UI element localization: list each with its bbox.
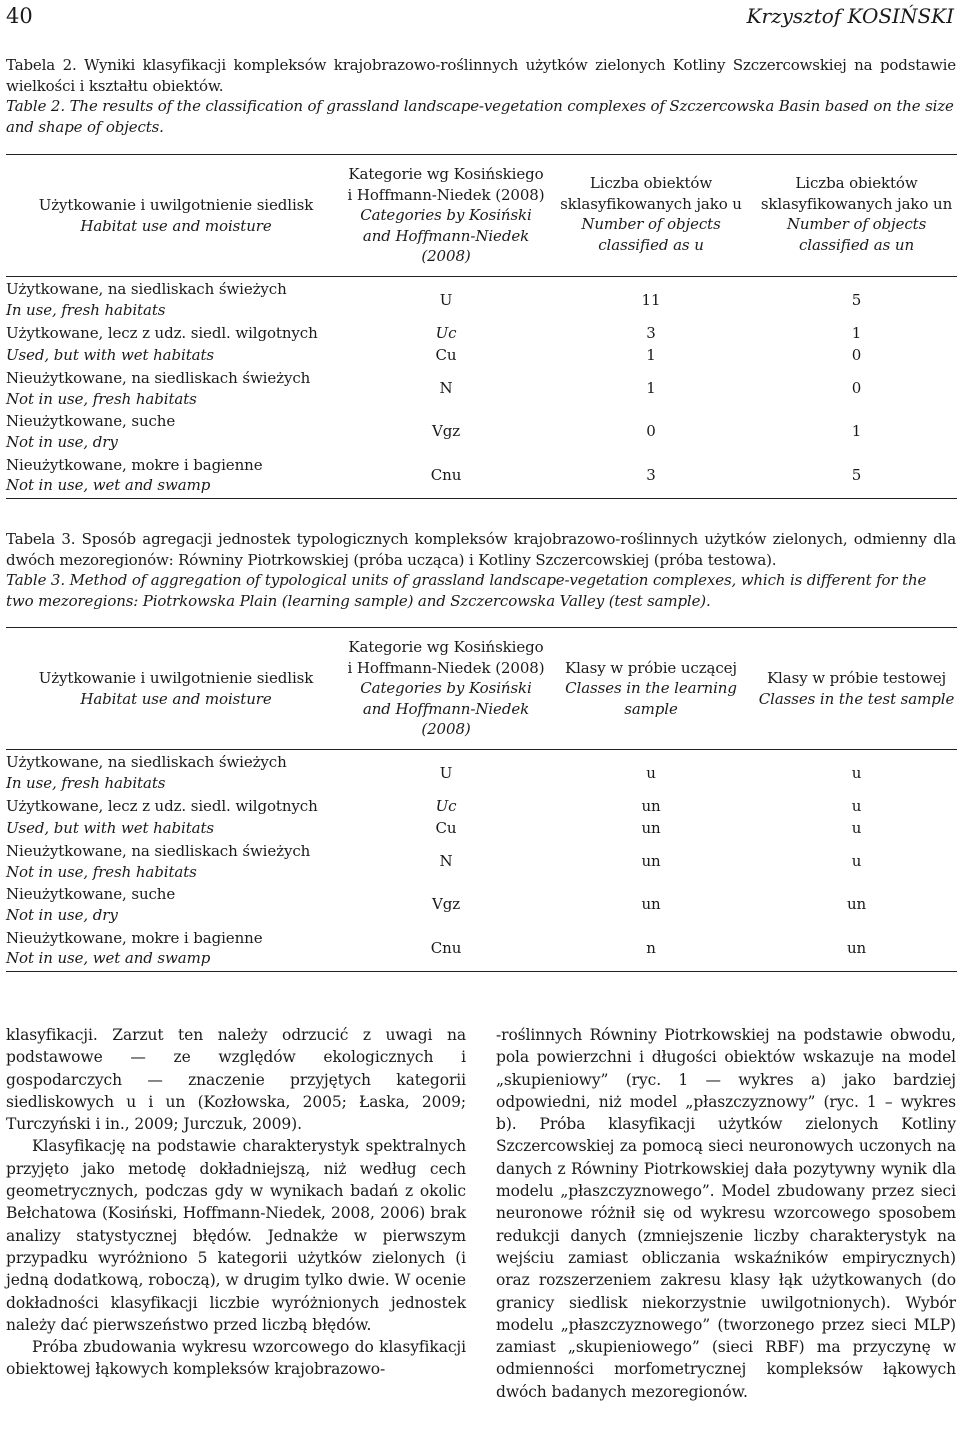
learning-class: un <box>641 797 661 816</box>
count-u: 1 <box>646 346 656 365</box>
learning-class: un <box>641 895 661 914</box>
test-class: u <box>851 819 862 838</box>
habitat-en: Not in use, fresh habitats <box>6 389 197 408</box>
habitat-pl: Użytkowane, na siedliskach świeżych <box>6 753 287 772</box>
test-class: u <box>851 797 862 816</box>
category-code: Vgz <box>431 895 461 914</box>
category-code: Uc <box>435 324 457 343</box>
habitat-pl: Użytkowane, na siedliskach świeżych <box>6 280 287 299</box>
table2-col-un-header: Liczba obiektów sklasyfikowanych jako un Number of objects classified as un <box>756 155 957 277</box>
running-header-author: Krzysztof KOSIŃSKI <box>746 4 954 28</box>
learning-class: un <box>641 852 661 871</box>
count-un: 1 <box>851 324 862 343</box>
habitat-pl: Nieużytkowane, mokre i bagienne <box>6 455 263 474</box>
table-row <box>6 323 957 345</box>
learning-class: n <box>646 939 656 957</box>
table2-caption <box>6 55 956 137</box>
habitat-en: Not in use, wet and swamp <box>6 949 211 968</box>
page-number: 40 <box>6 4 33 28</box>
habitat-pl: Nieużytkowane, suche <box>6 885 176 903</box>
count-u: 0 <box>646 422 656 441</box>
paragraph: Klasyfikację na podstawie charakterystyk spektralnych przyjęto jako metodę dokładniejszą, niż według cech geometrycznych, podczas gdy w wynikach badań z okolic Bełchatowa (Kosiński, Hoffmann-Niedek, 2008, 2006) brak analizy statystycznej błędów. Jednakże w pierwszym przypadku wyróżniono 5 kategorii użytków zielonych (i jedną dodatkową, roboczą), w drugim tylko dwie. W ocenie dokładności klasyfikacji liczbie wyróżnionych jednostek należy dać pierwszeństwo przed liczbą błędów. <box>6 1137 466 1334</box>
habitat-en: Not in use, dry <box>6 432 118 451</box>
category-code: Cu <box>435 819 457 838</box>
habitat-pl: Nieużytkowane, suche <box>6 412 176 430</box>
paragraph: -roślinnych Równiny Piotrkowskiej na podstawie obwodu, pola powierzchni i długości obiektów wskazuje na model „skupieniowy” (ryc. 1 — wykres a) jako bardziej odpowiedni, niż model „płaszczyznowy” (ryc. 1 – wykres b). Próba klasyfikacji użytków zielonych Kotliny Szczercowskiej za pomocą sieci neuronowych uczonych na danych z Równiny Piotrkowskiej dała pozytywny wynik dla modelu „płaszczyznowego”. Model zbudowany przez sieci neuronowe różnił się od wykresu wzorcowego sposobem redukcji danych (zmniejszenie liczby charakterystyk na wejściu zamiast obliczania wskaźników empirycznych) oraz rozszerzeniem zakresu klasy łąk użytkowanych (do granicy siedlisk niekorzystnie uwilgotnionych). Wybór modelu „płaszczyznowego” (tworzonego przez sieci MLP) zamiast „skupieniowego” (sieci RBF) ma przyczynę w odmienności morfometrycznej kompleksów łąkowych dwóch badanych mezoregionów. <box>496 1026 956 1401</box>
count-u: 3 <box>646 466 656 484</box>
learning-class: u <box>646 763 656 782</box>
count-un: 0 <box>851 379 862 398</box>
table3-caption-pl: Tabela 3. Sposób agregacji jednostek typologicznych kompleksów krajobrazowo-roślinnych użytków zielonych, odmienny dla dwóch mezoregionów: Równiny Piotrkowskiej (próba ucząca) i Kotliny Szczercowskiej (próba testowa). <box>6 530 957 569</box>
category-code: N <box>439 852 453 871</box>
table-row <box>6 750 957 796</box>
table2-caption-en: Table 2. The results of the classification of grassland landscape-vegetation complexes of Szczercowska Basin based on the size and shape of objects. <box>6 97 954 136</box>
count-u: 1 <box>646 379 656 398</box>
table3-col-habitat-header: Użytkowanie i uwilgotnienie siedlisk Habitat use and moisture <box>6 628 346 750</box>
test-class: u <box>851 763 862 782</box>
table3-col-test-header: Klasy w próbie testowej Classes in the test sample <box>756 628 957 750</box>
table-row <box>6 884 957 926</box>
test-class: un <box>846 895 867 914</box>
test-class: u <box>851 852 862 871</box>
table-row <box>6 345 957 367</box>
table-row <box>6 453 957 499</box>
table-row <box>6 818 957 840</box>
count-un: 5 <box>851 290 862 309</box>
count-u: 3 <box>646 324 656 343</box>
table3-caption-en: Table 3. Method of aggregation of typological units of grassland landscape-vegetation complexes, which is different for the two mezoregions: Piotrkowska Plain (learning sample) and Szczercowska Valley (test sample). <box>6 571 927 610</box>
table3-header-row <box>6 628 957 750</box>
table-row <box>6 840 957 884</box>
category-code: Cu <box>435 346 457 365</box>
table2-caption-pl: Tabela 2. Wyniki klasyfikacji kompleksów krajobrazowo-roślinnych użytków zielonych Kotliny Szczercowskiej na podstawie wielkości i kształtu obiektów. <box>6 56 957 95</box>
category-code: U <box>439 763 453 782</box>
table3-caption <box>6 529 956 611</box>
habitat-en: Used, but with wet habitats <box>6 819 215 838</box>
count-un: 5 <box>851 466 862 484</box>
count-u: 11 <box>641 290 661 309</box>
habitat-pl: Użytkowane, lecz z udz. siedl. wilgotnych <box>6 797 318 816</box>
table2 <box>6 154 957 499</box>
table-row <box>6 926 957 972</box>
body-column-right <box>496 1024 956 1403</box>
table3 <box>6 627 957 972</box>
table3-col-category-header: Kategorie wg Kosińskiego i Hoffmann-Niedek (2008) Categories by Kosiński and Hoffmann-Niedek (2008) <box>346 628 546 750</box>
table-row <box>6 411 957 453</box>
count-un: 0 <box>851 346 862 365</box>
learning-class: un <box>641 819 661 838</box>
paragraph: Próba zbudowania wykresu wzorcowego do klasyfikacji obiektowej łąkowych kompleksów krajobrazowo- <box>6 1338 466 1379</box>
table-row <box>6 277 957 323</box>
habitat-pl: Użytkowane, lecz z udz. siedl. wilgotnych <box>6 324 318 343</box>
habitat-en: Not in use, fresh habitats <box>6 862 197 881</box>
category-code: Cnu <box>430 939 462 957</box>
habitat-pl: Nieużytkowane, na siedliskach świeżych <box>6 842 311 860</box>
table2-col-u-header: Liczba obiektów sklasyfikowanych jako u Number of objects classified as u <box>546 155 756 277</box>
test-class: un <box>846 939 867 957</box>
habitat-en: In use, fresh habitats <box>6 300 166 319</box>
body-column-left <box>6 1024 466 1381</box>
table3-col-learning-header: Klasy w próbie uczącej Classes in the learning sample <box>546 628 756 750</box>
count-un: 1 <box>851 422 862 441</box>
table-row <box>6 367 957 411</box>
category-code: U <box>439 290 453 309</box>
habitat-en: Not in use, dry <box>6 905 118 924</box>
category-code: Uc <box>435 797 457 816</box>
habitat-en: Used, but with wet habitats <box>6 346 215 365</box>
category-code: Cnu <box>430 466 462 484</box>
habitat-pl: Nieużytkowane, na siedliskach świeżych <box>6 369 311 387</box>
habitat-pl: Nieużytkowane, mokre i bagienne <box>6 928 263 947</box>
table2-col-habitat-header: Użytkowanie i uwilgotnienie siedlisk Habitat use and moisture <box>6 155 346 277</box>
category-code: N <box>439 379 453 398</box>
table2-col-category-header: Kategorie wg Kosińskiego i Hoffmann-Niedek (2008) Categories by Kosiński and Hoffmann-Niedek (2008) <box>346 155 546 277</box>
paragraph: klasyfikacji. Zarzut ten należy odrzucić z uwagi na podstawowe — ze względów ekologicznych i gospodarczych — znaczenie przyjętych kategorii siedliskowych u i un (Kozłowska, 2005; Łaska, 2009; Turczyński i in., 2009; Jurczuk, 2009). <box>6 1026 466 1134</box>
table-row <box>6 796 957 818</box>
category-code: Vgz <box>431 422 461 441</box>
habitat-en: In use, fresh habitats <box>6 773 166 792</box>
habitat-en: Not in use, wet and swamp <box>6 476 211 495</box>
table2-header-row <box>6 155 957 277</box>
